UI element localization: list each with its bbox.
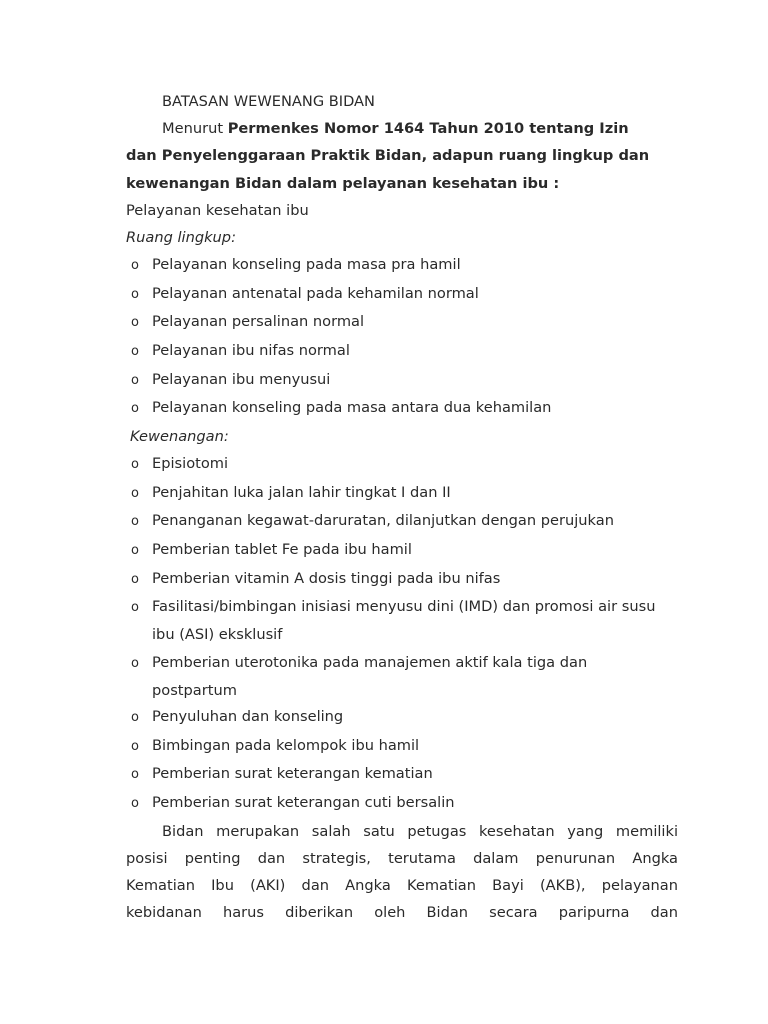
list-item-text: Penyuluhan dan konseling: [152, 708, 344, 725]
bullet-icon: o: [131, 287, 139, 302]
kewenangan-label: Kewenangan:: [130, 428, 229, 445]
intro-line-3: kewenangan Bidan dalam pelayanan kesehatan ibu :: [126, 175, 560, 192]
list-item-text: Fasilitasi/bimbingan inisiasi menyusu dini (IMD) dan promosi air susu: [152, 598, 656, 615]
list-item-text: Pemberian vitamin A dosis tinggi pada ibu nifas: [152, 570, 501, 587]
list-item-text-continuation: postpartum: [152, 682, 237, 699]
bullet-icon: o: [131, 796, 139, 811]
list-item-text: Pemberian surat keterangan cuti bersalin: [152, 794, 455, 811]
list-item-text: Pemberian uterotonika pada manajemen aktif kala tiga dan: [152, 654, 588, 671]
intro-line-1: [162, 119, 714, 139]
bullet-icon: o: [131, 710, 139, 725]
paragraph-line-4: kebidanan harus diberikan oleh Bidan secara paripurna dan: [126, 904, 678, 921]
list-item-text: Pemberian tablet Fe pada ibu hamil: [152, 541, 412, 558]
list-item-text: Episiotomi: [152, 455, 229, 472]
list-item-text: Bimbingan pada kelompok ibu hamil: [152, 737, 420, 754]
bullet-icon: o: [131, 486, 139, 501]
bullet-icon: o: [131, 315, 139, 330]
bullet-icon: o: [131, 344, 139, 359]
intro-prefix: Menurut: [162, 120, 228, 137]
list-item-text: Pelayanan ibu nifas normal: [152, 342, 350, 359]
list-item-text: Penjahitan luka jalan lahir tingkat I dan II: [152, 484, 451, 501]
bullet-icon: o: [131, 572, 139, 587]
bullet-icon: o: [131, 767, 139, 782]
bullet-icon: o: [131, 373, 139, 388]
list-item-text: Penanganan kegawat-daruratan, dilanjutkan dengan perujukan: [152, 512, 614, 529]
list-item-text: Pelayanan konseling pada masa pra hamil: [152, 256, 461, 273]
paragraph-line-1: Bidan merupakan salah satu petugas kesehatan yang memiliki: [162, 823, 678, 840]
bullet-icon: o: [131, 514, 139, 529]
list-item-text: Pelayanan persalinan normal: [152, 313, 365, 330]
bullet-icon: o: [131, 401, 139, 416]
bullet-icon: o: [131, 739, 139, 754]
section-label: Pelayanan kesehatan ibu: [126, 202, 309, 219]
bullet-icon: o: [131, 543, 139, 558]
intro-line-2: dan Penyelenggaraan Praktik Bidan, adapun ruang lingkup dan: [126, 147, 650, 164]
paragraph-line-2: posisi penting dan strategis, terutama dalam penurunan Angka: [126, 850, 678, 867]
bullet-icon: o: [131, 457, 139, 472]
ruang-lingkup-label: Ruang lingkup:: [126, 229, 236, 246]
list-item-text-continuation: ibu (ASI) eksklusif: [152, 626, 283, 643]
page-title: BATASAN WEWENANG BIDAN: [162, 93, 375, 110]
list-item-text: Pelayanan ibu menyusui: [152, 371, 331, 388]
intro-bold-1: Permenkes Nomor 1464 Tahun 2010 tentang Izin: [227, 120, 629, 137]
list-item-text: Pelayanan antenatal pada kehamilan normal: [152, 285, 479, 302]
list-item-text: Pelayanan konseling pada masa antara dua kehamilan: [152, 399, 552, 416]
bullet-icon: o: [131, 258, 139, 273]
bullet-icon: o: [131, 656, 139, 671]
bullet-icon: o: [131, 600, 139, 615]
list-item-text: Pemberian surat keterangan kematian: [152, 765, 433, 782]
paragraph-line-3: Kematian Ibu (AKI) dan Angka Kematian Bayi (AKB), pelayanan: [126, 877, 678, 894]
